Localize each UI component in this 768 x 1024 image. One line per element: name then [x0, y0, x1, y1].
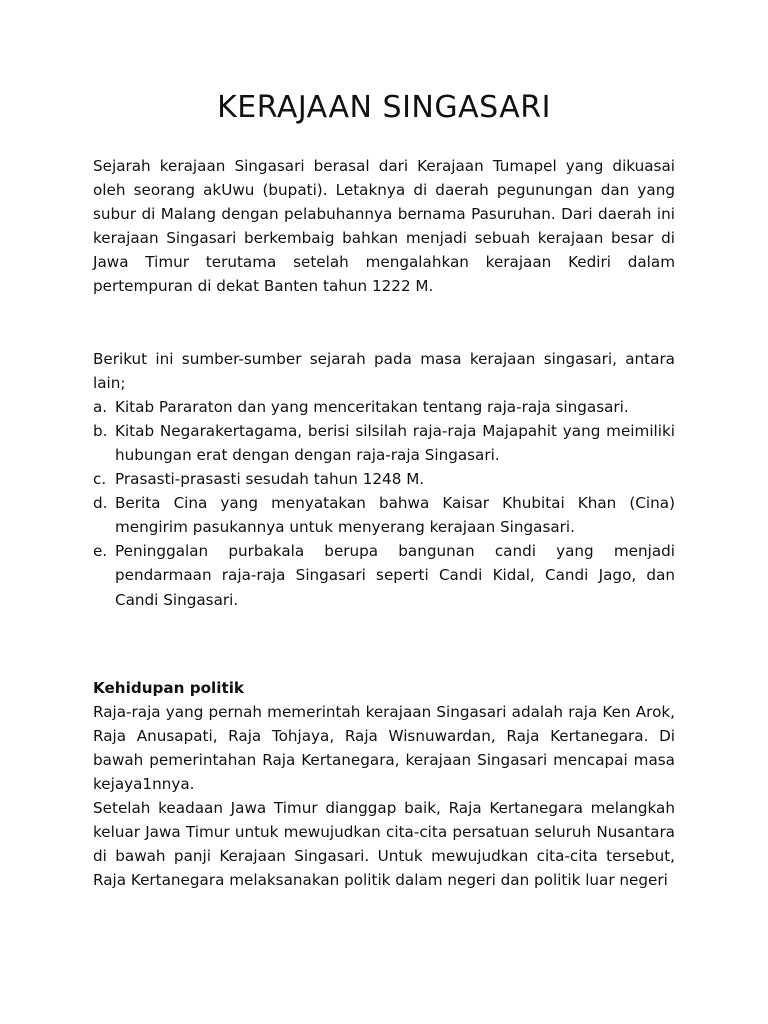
document-title: KERAJAAN SINGASARI	[217, 90, 551, 125]
politics-paragraph-2: Setelah keadaan Jawa Timur dianggap baik, Raja Kertanegara melangkah keluar Jawa Timur untuk mewujudkan cita-cita persatuan seluruh Nusantara di bawah panji Kerajaan Singasari. Untuk mewujudkan cita-cita tersebut, Raja Kertanegara melaksanakan politik dalam negeri dan politik luar negeri	[93, 799, 675, 890]
list-item	[93, 539, 675, 611]
intro-paragraph: Sejarah kerajaan Singasari berasal dari Kerajaan Tumapel yang dikuasai oleh seorang akUwu (bupati). Letaknya di daerah pegunungan dan yang subur di Malang dengan pelabuhannya bernama Pasuruhan. Dari daerah ini kerajaan Singasari berkembaig bahkan menjadi sebuah kerajaan besar di Jawa Timur terutama setelah mengalahkan kerajaan Kediri dalam pertempuran di dekat Banten tahun 1222 M.	[93, 157, 675, 296]
politics-paragraph-1: Raja-raja yang pernah memerintah kerajaan Singasari adalah raja Ken Arok, Raja Anusapati, Raja Tohjaya, Raja Wisnuwardan, Raja Kertanegara. Di bawah pemerintahan Raja Kertanegara, kerajaan Singasari mencapai masa kejaya1nnya.	[93, 702, 675, 793]
list-item	[93, 467, 675, 491]
list-item	[93, 491, 675, 539]
list-item-text: Peninggalan purbakala berupa bangunan candi yang menjadi pendarmaan raja-raja Singasari seperti Candi Kidal, Candi Jago, dan Candi Singasari.	[115, 542, 675, 609]
list-marker: e.	[93, 542, 108, 561]
list-item-text: Kitab Negarakertagama, berisi silsilah raja-raja Majapahit yang meimiliki hubungan erat dengan dengan raja-raja Singasari.	[115, 421, 675, 464]
spacer	[93, 299, 675, 347]
list-item-text: Berita Cina yang menyatakan bahwa Kaisar Khubitai Khan (Cina) mengirim pasukannya untuk menyerang kerajaan Singasari.	[115, 494, 675, 537]
document-page	[93, 88, 675, 892]
list-item	[93, 419, 675, 467]
section-heading: Kehidupan politik	[93, 678, 245, 697]
sources-intro: Berikut ini sumber-sumber sejarah pada masa kerajaan singasari, antara lain;	[93, 349, 675, 392]
list-item	[93, 395, 675, 419]
list-item-text: Prasasti-prasasti sesudah tahun 1248 M.	[115, 470, 425, 489]
list-marker: b.	[93, 421, 108, 440]
sources-list	[93, 395, 675, 612]
list-item-text: Kitab Pararaton dan yang menceritakan tentang raja-raja singasari.	[115, 397, 629, 416]
list-marker: c.	[93, 470, 107, 489]
spacer	[93, 612, 675, 676]
list-marker: d.	[93, 494, 108, 513]
list-marker: a.	[93, 397, 108, 416]
